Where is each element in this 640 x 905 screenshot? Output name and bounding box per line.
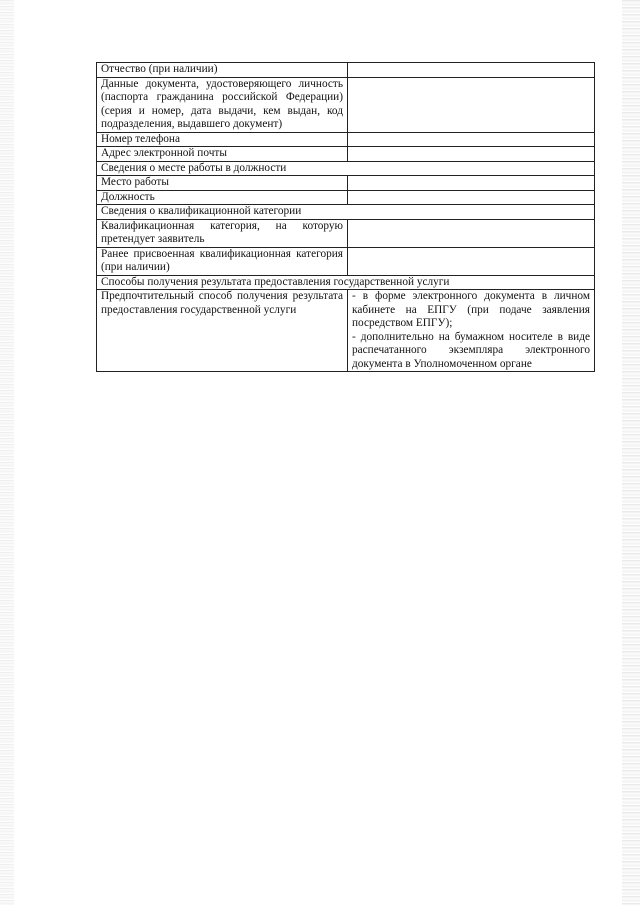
row-value-previous-category[interactable]	[348, 247, 595, 275]
application-form-table	[96, 62, 595, 372]
row-value-result-method	[348, 290, 595, 372]
section-header-row	[97, 205, 595, 220]
section-title-result: Способы получения результата предоставления государственной услуги	[97, 275, 595, 290]
row-value-phone[interactable]	[348, 132, 595, 147]
row-label-identity-document: Данные документа, удостоверяющего личность (паспорта гражданина российской Федерации) (серия и номер, дата выдачи, кем выдан, код подразделения, выдавшего документ)	[97, 77, 348, 132]
table-row	[97, 132, 595, 147]
row-value-email[interactable]	[348, 147, 595, 162]
row-label-phone: Номер телефона	[97, 132, 348, 147]
result-option-paper[interactable]: - дополнительно на бумажном носителе в виде распечатанного экземпляра электронного документа в Уполномоченном органе	[352, 330, 590, 370]
table-row	[97, 247, 595, 275]
row-value-identity-document[interactable]	[348, 77, 595, 132]
row-label-email: Адрес электронной почты	[97, 147, 348, 162]
table-row	[97, 147, 595, 162]
row-value-position[interactable]	[348, 190, 595, 205]
row-label-claimed-category: Квалификационная категория, на которую претендует заявитель	[97, 219, 348, 247]
row-value-claimed-category[interactable]	[348, 219, 595, 247]
row-label-workplace: Место работы	[97, 176, 348, 191]
table-row	[97, 190, 595, 205]
table-row	[97, 290, 595, 372]
row-label-previous-category: Ранее присвоенная квалификационная категория (при наличии)	[97, 247, 348, 275]
section-header-row	[97, 275, 595, 290]
table-row	[97, 219, 595, 247]
row-value-patronymic[interactable]	[348, 63, 595, 78]
section-title-qualification: Сведения о квалификационной категории	[97, 205, 595, 220]
row-label-patronymic: Отчество (при наличии)	[97, 63, 348, 78]
section-title-work: Сведения о месте работы в должности	[97, 161, 595, 176]
row-value-workplace[interactable]	[348, 176, 595, 191]
row-label-result-method: Предпочтительный способ получения результата предоставления государственной услуги	[97, 290, 348, 372]
table-row	[97, 63, 595, 78]
scan-noise-left	[0, 0, 14, 905]
section-header-row	[97, 161, 595, 176]
table-row	[97, 77, 595, 132]
scan-noise-right	[622, 0, 640, 905]
table-row	[97, 176, 595, 191]
row-label-position: Должность	[97, 190, 348, 205]
result-option-electronic[interactable]: - в форме электронного документа в личном кабинете на ЕПГУ (при подаче заявления посредством ЕПГУ);	[352, 290, 590, 329]
